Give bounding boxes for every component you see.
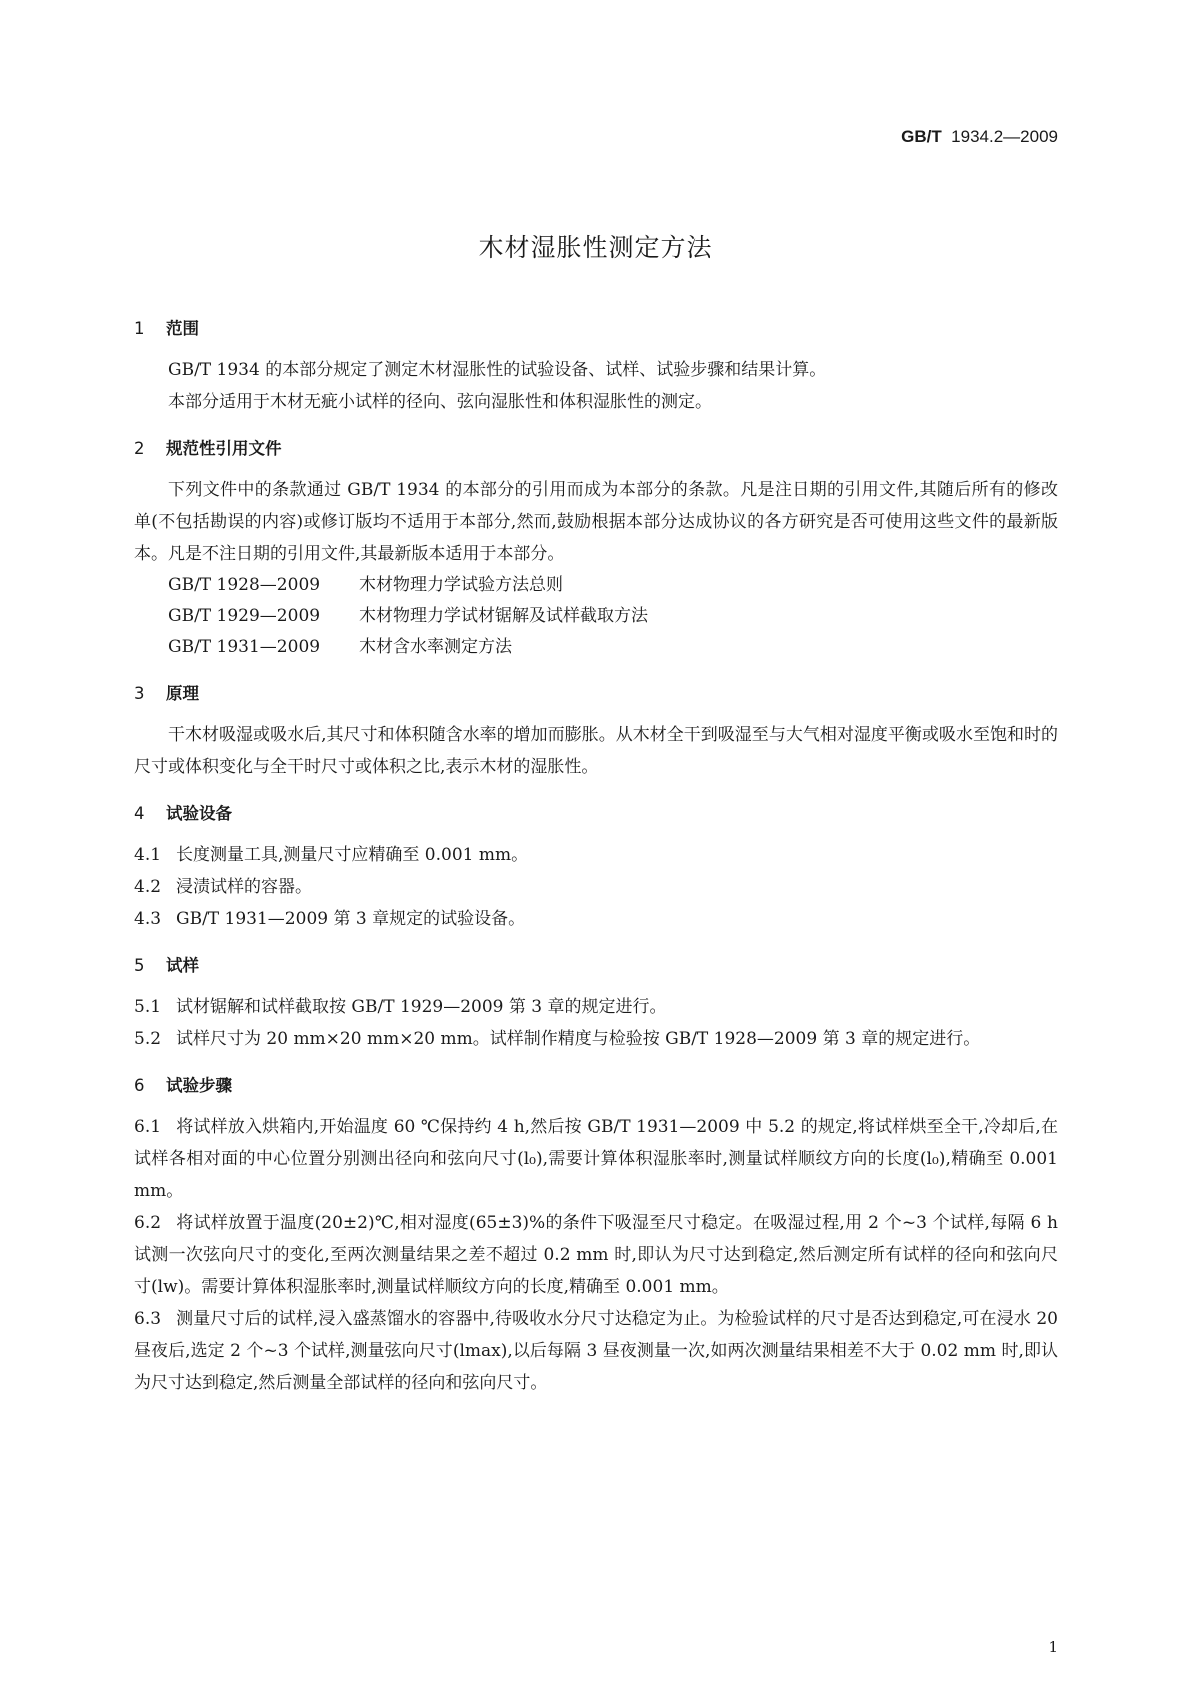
reference-code: GB/T 1929—2009 bbox=[168, 606, 321, 626]
clause-number: 5.1 bbox=[134, 997, 162, 1017]
clause-item bbox=[134, 871, 1058, 903]
clause-number: 6.2 bbox=[134, 1213, 162, 1233]
clause-item bbox=[134, 1111, 1058, 1207]
reference-name: 木材含水率测定方法 bbox=[359, 637, 512, 657]
clause-text: 测量尺寸后的试样,浸入盛蒸馏水的容器中,待吸收水分尺寸达稳定为止。为检验试样的尺寸是否达到稳定,可在浸水 20 昼夜后,选定 2 个~3 个试样,测量弦向尺寸(lmax),以后每隔 3 昼夜测量一次,如两次测量结果相差不大于 0.02 mm 时,即认为尺寸达到稳定,然后测量全部试样的径向和弦向尺寸。 bbox=[134, 1309, 1058, 1393]
clause-text: 长度测量工具,测量尺寸应精确至 0.001 mm。 bbox=[176, 845, 529, 865]
clause-item bbox=[134, 1023, 1058, 1055]
clause-number: 6.3 bbox=[134, 1309, 162, 1329]
section-title: 规范性引用文件 bbox=[166, 439, 282, 458]
section-heading bbox=[134, 683, 1058, 705]
reference-code: GB/T 1931—2009 bbox=[168, 637, 321, 657]
reference-name: 木材物理力学试验方法总则 bbox=[359, 575, 563, 595]
section-heading bbox=[134, 803, 1058, 825]
clause-number: 4.3 bbox=[134, 909, 162, 929]
clause-text: GB/T 1931—2009 第 3 章规定的试验设备。 bbox=[176, 909, 526, 929]
clause-text: 试材锯解和试样截取按 GB/T 1929—2009 第 3 章的规定进行。 bbox=[176, 997, 667, 1017]
clause-number: 6.1 bbox=[134, 1117, 162, 1137]
standard-code bbox=[901, 127, 1058, 147]
clause-text: 试样尺寸为 20 mm×20 mm×20 mm。试样制作精度与检验按 GB/T 1928—2009 第 3 章的规定进行。 bbox=[176, 1029, 981, 1049]
section-heading bbox=[134, 318, 1058, 340]
standard-code-prefix: GB/T bbox=[901, 127, 942, 146]
reference-name: 木材物理力学试材锯解及试样截取方法 bbox=[359, 606, 648, 626]
section-title: 试验设备 bbox=[166, 804, 232, 823]
clause-number: 4.1 bbox=[134, 845, 162, 865]
reference-code: GB/T 1928—2009 bbox=[168, 575, 321, 595]
document-body bbox=[134, 318, 1058, 1399]
clause-text: 将试样放置于温度(20±2)℃,相对湿度(65±3)%的条件下吸湿至尺寸稳定。在吸湿过程,用 2 个~3 个试样,每隔 6 h 试测一次弦向尺寸的变化,至两次测量结果之差不超过 0.2 mm 时,即认为尺寸达到稳定,然后测定所有试样的径向和弦向尺寸(lw)。需要计算体积湿胀率时,测量试样顺纹方向的长度,精确至 0.001 mm。 bbox=[134, 1213, 1058, 1297]
section-title: 原理 bbox=[166, 684, 199, 703]
section-number: 2 bbox=[134, 439, 145, 458]
standard-code-number: 1934.2—2009 bbox=[951, 127, 1058, 146]
clause-text: 将试样放入烘箱内,开始温度 60 ℃保持约 4 h,然后按 GB/T 1931—2009 中 5.2 的规定,将试样烘至全干,冷却后,在试样各相对面的中心位置分别测出径向和弦向尺寸(l₀),需要计算体积湿胀率时,测量试样顺纹方向的长度(l₀),精确至 0.001 mm。 bbox=[134, 1117, 1058, 1201]
reference-item bbox=[134, 632, 1058, 663]
section-heading bbox=[134, 438, 1058, 460]
clause-number: 4.2 bbox=[134, 877, 162, 897]
reference-item bbox=[134, 601, 1058, 632]
paragraph: 本部分适用于木材无疵小试样的径向、弦向湿胀性和体积湿胀性的测定。 bbox=[168, 392, 712, 412]
clause-item bbox=[134, 903, 1058, 935]
clause-text: 浸渍试样的容器。 bbox=[176, 877, 312, 897]
paragraph: GB/T 1934 的本部分规定了测定木材湿胀性的试验设备、试样、试验步骤和结果计算。 bbox=[168, 360, 827, 380]
section-title: 试验步骤 bbox=[166, 1076, 232, 1095]
section-number: 4 bbox=[134, 804, 145, 823]
section-title: 范围 bbox=[166, 319, 199, 338]
clause-item bbox=[134, 839, 1058, 871]
document-title: 木材湿胀性测定方法 bbox=[478, 233, 713, 262]
page-number: 1 bbox=[1048, 1638, 1058, 1656]
section-number: 5 bbox=[134, 956, 145, 975]
section-number: 6 bbox=[134, 1076, 145, 1095]
clause-item bbox=[134, 1303, 1058, 1399]
reference-item bbox=[134, 570, 1058, 601]
paragraph: 干木材吸湿或吸水后,其尺寸和体积随含水率的增加而膨胀。从木材全干到吸湿至与大气相对湿度平衡或吸水至饱和时的尺寸或体积变化与全干时尺寸或体积之比,表示木材的湿胀性。 bbox=[134, 725, 1058, 777]
clause-number: 5.2 bbox=[134, 1029, 162, 1049]
section-title: 试样 bbox=[166, 956, 199, 975]
section-heading bbox=[134, 1075, 1058, 1097]
paragraph: 下列文件中的条款通过 GB/T 1934 的本部分的引用而成为本部分的条款。凡是注日期的引用文件,其随后所有的修改单(不包括勘误的内容)或修订版均不适用于本部分,然而,鼓励根据本部分达成协议的各方研究是否可使用这些文件的最新版本。凡是不注日期的引用文件,其最新版本适用于本部分。 bbox=[134, 480, 1058, 564]
clause-item bbox=[134, 1207, 1058, 1303]
clause-item bbox=[134, 991, 1058, 1023]
section-heading bbox=[134, 955, 1058, 977]
section-number: 1 bbox=[134, 319, 145, 338]
section-number: 3 bbox=[134, 684, 145, 703]
